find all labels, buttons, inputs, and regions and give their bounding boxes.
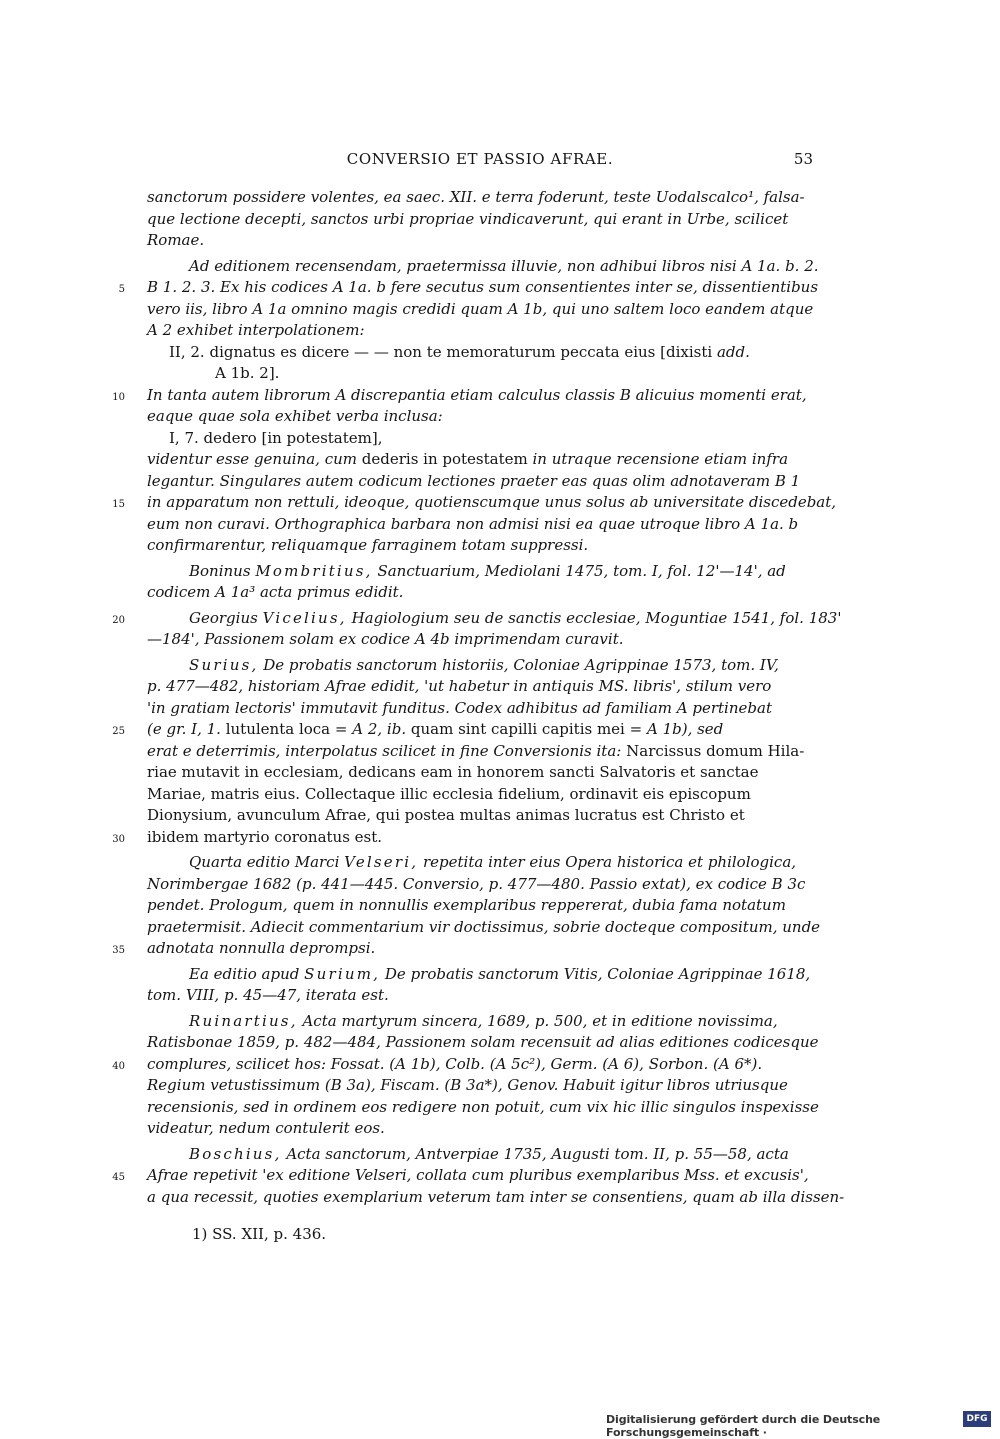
- text-line: 30 ibidem martyrio coronatus est.: [147, 827, 813, 849]
- text-line: —184', Passionem solam ex codice A 4b imprimendam curavit.: [147, 630, 624, 648]
- page-number: 53: [793, 150, 813, 168]
- text-line: riae mutavit in ecclesiam, dedicans eam in honorem sancti Salvatoris et sanctae: [147, 763, 759, 781]
- text-line: videatur, nedum contulerit eos.: [147, 1119, 385, 1137]
- text-line: sanctorum possidere volentes, ea saec. XII. e terra foderunt, teste Uodalscalco¹, falsa-: [147, 188, 805, 206]
- text-line: legantur. Singulares autem codicum lectiones praeter eas quas olim adnotaveram B 1: [147, 471, 801, 490]
- text-line: pendet. Prologum, quem in nonnullis exemplaribus reppererat, dubia fama notatum: [147, 896, 786, 914]
- text-line: codicem A 1a³ acta primus edidit.: [147, 583, 404, 601]
- text-line: Romae.: [147, 231, 205, 249]
- text-line: eaque quae sola exhibet verba inclusa:: [147, 407, 443, 425]
- text-line: Quarta editio Marci Velseri, repetita inter eius Opera historica et philologica,: [189, 853, 797, 871]
- text-line: 5 B 1. 2. 3. Ex his codices A 1a. b fere secutus sum consentientes inter se, dissentientibus: [147, 277, 813, 299]
- text-line: 45 Afrae repetivit 'ex editione Velseri, collata cum pluribus exemplaribus Mss. et excusis',: [147, 1165, 813, 1187]
- quoted-reading: II, 2. dignatus es dicere — — non te memoraturum peccata eius [dixisti add.: [169, 342, 750, 361]
- text-line: videntur esse genuina, cum dederis in potestatem in utraque recensione etiam infra: [147, 450, 789, 468]
- text-line: p. 477—482, historiam Afrae edidit, 'ut habetur in antiquis MS. libris', stilum vero: [147, 677, 772, 695]
- text-line: Surius, De probatis sanctorum historiis, Coloniae Agrippinae 1573, tom. IV,: [189, 655, 779, 674]
- text-line: Ratisbonae 1859, p. 482—484, Passionem solam recensuit ad alias editiones codicesque: [147, 1033, 819, 1051]
- line-number: 15: [112, 499, 125, 510]
- line-number: 35: [112, 945, 125, 956]
- digitization-note: Digitalisierung gefördert durch die Deutsche Forschungsgemeinschaft ·: [606, 1413, 881, 1439]
- text-line: a qua recessit, quoties exemplarium veterum tam inter se consentiens, quam ab illa dissen-: [147, 1187, 845, 1206]
- text-line: tom. VIII, p. 45—47, iterata est.: [147, 986, 389, 1004]
- quoted-reading: A 1b. 2].: [215, 364, 280, 382]
- text-line: eum non curavi. Orthographica barbara non admisi nisi ea quae utroque libro A 1a. b: [147, 514, 799, 533]
- text-line: Mariae, matris eius. Collectaque illic ecclesia fidelium, ordinavit eis episcopum: [147, 784, 751, 803]
- text-line: Ea editio apud Surium, De probatis sanctorum Vitis, Coloniae Agrippinae 1618,: [189, 964, 811, 983]
- text-line: recensionis, sed in ordinem eos redigere non potuit, cum vix hic illic singulos inspexisse: [147, 1097, 819, 1116]
- text-line: Norimbergae 1682 (p. 441—445. Conversio, p. 477—480. Passio extat), ex codice B 3c: [147, 874, 806, 893]
- line-number: 40: [112, 1060, 125, 1072]
- page-header: [147, 150, 813, 174]
- line-number: 10: [112, 391, 125, 403]
- text-line: 35 adnotata nonnulla deprompsi.: [147, 938, 813, 960]
- text-line: que lectione decepti, sanctos urbi propriae vindicaverunt, qui erant in Urbe, scilicet: [147, 209, 789, 228]
- text-line: Dionysium, avunculum Afrae, qui postea multas animas lucratus est Christo et: [147, 806, 745, 824]
- line-number: 5: [118, 284, 125, 295]
- line-number: 25: [112, 726, 125, 737]
- text-line: 10 In tanta autem librorum A discrepantia etiam calculus classis B alicuius momenti erat,: [147, 385, 813, 407]
- text-line: erat e deterrimis, interpolatus scilicet in fine Conversionis ita: Narcissus domum Hila-: [147, 741, 805, 760]
- text-line: 'in gratiam lectoris' immutavit funditus. Codex adhibitus ad familiam A pertinebat: [147, 698, 772, 717]
- text-line: Ruinartius, Acta martyrum sincera, 1689, p. 500, et in editione novissima,: [189, 1011, 778, 1030]
- text-line: 20 Georgius Vicelius, Hagiologium seu de sanctis ecclesiae, Moguntiae 1541, fol. 183': [147, 608, 813, 630]
- text-line: Ad editionem recensendam, praetermissa illuvie, non adhibui libros nisi A 1a. b. 2.: [189, 256, 819, 275]
- text-line: A 2 exhibet interpolationem:: [147, 321, 365, 339]
- line-number: 20: [112, 614, 125, 626]
- quoted-reading: I, 7. dedero [in potestatem],: [169, 428, 383, 447]
- text-line: Boschius, Acta sanctorum, Antverpiae 1735, Augusti tom. II, p. 55—58, acta: [189, 1144, 789, 1163]
- main-text: [112, 187, 845, 1208]
- text-line: 25 (e gr. I, 1. lutulenta loca = A 2, ib. quam sint capilli capitis mei = A 1b), sed: [147, 719, 813, 741]
- text-line: Boninus Mombritius, Sanctuarium, Mediolani 1475, tom. I, fol. 12'—14', ad: [189, 561, 786, 580]
- dfg-logo: DFG: [963, 1411, 991, 1427]
- text-line: 15 in apparatum non rettuli, ideoque, quotienscumque unus solus ab universitate discedebat,: [147, 492, 813, 514]
- text-line: confirmarentur, reliquamque farraginem totam suppressi.: [147, 536, 589, 554]
- running-title: CONVERSIO ET PASSIO AFRAE.: [346, 150, 614, 168]
- line-number: 30: [112, 833, 125, 845]
- text-line: vero iis, libro A 1a omnino magis credidi quam A 1b, qui uno saltem loco eandem atque: [147, 299, 814, 318]
- text-line: praetermisit. Adiecit commentarium vir doctissimus, sobrie docteque compositum, unde: [147, 917, 821, 936]
- line-number: 45: [112, 1172, 125, 1183]
- footnote: 1) SS. XII, p. 436.: [192, 1225, 327, 1243]
- text-line: 40 complures, scilicet hos: Fossat. (A 1b), Colb. (A 5c²), Germ. (A 6), Sorbon. (A 6*).: [147, 1054, 813, 1076]
- text-line: Regium vetustissimum (B 3a), Fiscam. (B 3a*), Genov. Habuit igitur libros utriusque: [147, 1076, 788, 1094]
